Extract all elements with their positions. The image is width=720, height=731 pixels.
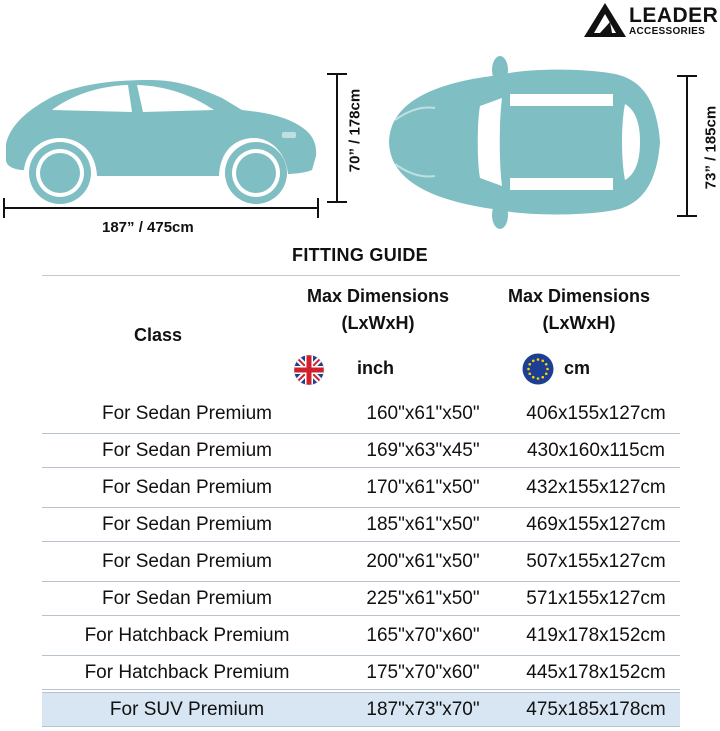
row-inch: 225"x61"x50" <box>366 588 480 609</box>
row-inch: 185"x61"x50" <box>366 514 480 535</box>
row-class: For Hatchback Premium <box>84 625 290 646</box>
row-cm: 469x155x127cm <box>526 514 666 535</box>
brand-tagline: ACCESSORIES <box>629 26 706 37</box>
table-row <box>42 619 680 652</box>
brand-name: LEADER <box>629 4 719 27</box>
row-class: For SUV Premium <box>109 699 265 720</box>
eu-flag-icon <box>522 353 554 385</box>
table-row <box>42 507 680 542</box>
table-row <box>42 545 680 578</box>
cm-header-title: Max Dimensions <box>507 286 651 306</box>
row-inch: 169"x63"x45" <box>366 440 480 461</box>
row-cm: 419x178x152cm <box>526 625 666 646</box>
row-inch: 160"x61"x50" <box>366 403 480 424</box>
row-class: For Sedan Premium <box>101 588 272 609</box>
row-inch: 200"x61"x50" <box>366 551 480 572</box>
uk-flag-icon <box>293 354 325 386</box>
brand-logo <box>583 2 718 38</box>
row-class: For Sedan Premium <box>101 477 272 498</box>
row-cm: 432x155x127cm <box>526 477 666 498</box>
length-dimension-line <box>0 196 330 220</box>
height-label: 70” / 178cm <box>346 88 364 173</box>
row-class: For Sedan Premium <box>101 514 272 535</box>
table-top-divider <box>42 275 680 276</box>
leader-logo-icon <box>583 2 627 38</box>
fitting-guide-title: FITTING GUIDE <box>292 245 428 265</box>
row-cm: 406x155x127cm <box>526 403 666 424</box>
inch-header-format: (LxWxH) <box>341 313 415 333</box>
table-row <box>42 397 680 430</box>
cm-header-format: (LxWxH) <box>542 313 616 333</box>
table-row <box>42 433 680 468</box>
row-cm: 475x185x178cm <box>526 699 666 720</box>
table-row-highlighted <box>42 692 680 727</box>
row-inch: 175"x70"x60" <box>366 662 480 683</box>
row-cm: 430x160x115cm <box>526 440 666 461</box>
width-dimension-line <box>675 72 699 222</box>
row-class: For Sedan Premium <box>101 440 272 461</box>
row-inch: 165"x70"x60" <box>366 625 480 646</box>
inch-header-title: Max Dimensions <box>306 286 450 306</box>
row-cm: 571x155x127cm <box>526 588 666 609</box>
row-inch: 187"x73"x70" <box>366 699 480 720</box>
table-row <box>42 581 680 616</box>
class-header: Class <box>133 325 183 345</box>
cm-unit-label: cm <box>564 358 591 378</box>
row-class: For Sedan Premium <box>101 551 272 572</box>
inch-unit-label: inch <box>357 358 395 378</box>
row-cm: 507x155x127cm <box>526 551 666 572</box>
row-cm: 445x178x152cm <box>526 662 666 683</box>
table-row <box>42 655 680 690</box>
cm-dimensions-header <box>488 283 670 337</box>
table-row <box>42 471 680 504</box>
height-dimension-line <box>325 70 349 210</box>
car-top-view <box>385 50 685 235</box>
inch-dimensions-header <box>287 283 469 337</box>
width-label: 73” / 185cm <box>702 105 720 190</box>
row-inch: 170"x61"x50" <box>366 477 480 498</box>
row-class: For Sedan Premium <box>101 403 272 424</box>
row-class: For Hatchback Premium <box>84 662 290 683</box>
length-label: 187” / 475cm <box>102 219 194 236</box>
